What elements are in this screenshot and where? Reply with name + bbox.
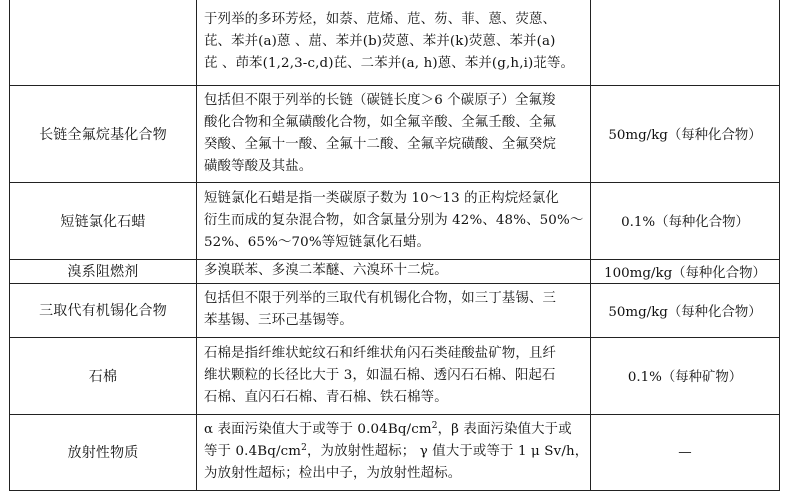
superscript-exponent: 2 [431, 421, 438, 431]
superscript-exponent: 2 [301, 443, 307, 453]
description-line: 癸酸、全氟十一酸、全氟十二酸、全氟辛烷磺酸、全氟癸烷 [204, 136, 557, 152]
description-line: 52%、65%～70%等短链氯化石蜡。 [204, 234, 431, 250]
description-line: 短链氯化石蜡是指一类碳原子数为 10～13 的正构烷烃氯化 [204, 190, 559, 206]
substance-description-cell [197, 85, 591, 182]
description-line: 苯基锡、三环己基锡等。 [204, 313, 353, 328]
description-text: 等于 0.4Bq/cm [204, 444, 302, 459]
description-line: 磺酸等酸及其盐。 [204, 158, 313, 174]
description-line: 维状颗粒的长径比大于 3，如温石棉、透闪石石棉、阳起石 [204, 367, 556, 383]
description-line: 石棉是指纤维状蛇纹石和纤维状角闪石类硅酸盐矿物，且纤 [204, 345, 557, 361]
substance-name-cell: 长链全氟烷基化合物 [10, 85, 197, 182]
substance-description-cell [197, 283, 591, 337]
table-row [10, 414, 780, 490]
table-row [10, 0, 780, 85]
substance-name-cell: 溴系阻燃剂 [10, 259, 197, 283]
substance-name-cell: 三取代有机锡化合物 [10, 283, 197, 337]
substance-name-cell [10, 0, 197, 85]
table-row [10, 182, 780, 259]
description-line: 包括但不限于列举的三取代有机锡化合物，如三丁基锡、三 [204, 291, 557, 306]
description-line: 酸化合物和全氟磺酸化合物，如全氟辛酸、全氟壬酸、全氟 [204, 114, 557, 130]
table-row [10, 337, 780, 414]
table-row [10, 259, 780, 283]
limit-value-cell: 0.1%（每种化合物） [591, 182, 780, 259]
substance-description-cell [197, 0, 591, 85]
substance-description-cell [197, 414, 591, 490]
description-line: 包括但不限于列举的长链（碳链长度＞6 个碳原子）全氟羧 [204, 92, 556, 108]
description-line: 于列举的多环芳烃，如萘、苊烯、苊、芴、菲、蒽、荧蒽、 [204, 12, 557, 28]
substance-description-cell [197, 337, 591, 414]
description-line: 芘 、茚苯(1,2,3-c,d)芘、二苯并(a, h)蒽、苯并(g,h,i)苝等。 [204, 56, 575, 72]
limit-value-cell: 50mg/kg（每种化合物） [591, 85, 780, 182]
description-line: 衍生而成的复杂混合物，如含氯量分别为 42%、48%、50%～ [204, 212, 584, 228]
limit-value-cell [591, 0, 780, 85]
description-text: ，为放射性超标； γ 值大于或等于 1 μ Sv/h， [307, 444, 589, 459]
description-line: 为放射性超标；检出中子，为放射性超标。 [204, 466, 462, 481]
description-line: 石棉、直闪石石棉、青石棉、铁石棉等。 [204, 389, 448, 405]
table-row [10, 283, 780, 337]
substance-description-cell [197, 259, 591, 283]
substance-name-cell: 放射性物质 [10, 414, 197, 490]
limit-value-cell: 50mg/kg（每种化合物） [591, 283, 780, 337]
limit-value-cell: — [591, 414, 780, 490]
description-line: 多溴联苯、多溴二苯醚、六溴环十二烷。 [204, 263, 448, 278]
description-line: 芘、苯并(a)蒽 、䓛、苯并(b)荧蒽、苯并(k)荧蒽、苯并(a) [204, 34, 556, 50]
substance-name-cell: 石棉 [10, 337, 197, 414]
description-line [204, 441, 589, 463]
description-line [204, 419, 586, 441]
substance-description-cell [197, 182, 591, 259]
limit-value-cell: 100mg/kg（每种化合物） [591, 259, 780, 283]
table-row [10, 85, 780, 182]
description-text: α 表面污染值大于或等于 0.04Bq/cm [204, 422, 432, 437]
substance-limit-table [9, 0, 780, 491]
description-text: ，β 表面污染值大于或 [437, 422, 572, 437]
substance-name-cell: 短链氯化石蜡 [10, 182, 197, 259]
limit-value-cell: 0.1%（每种矿物） [591, 337, 780, 414]
